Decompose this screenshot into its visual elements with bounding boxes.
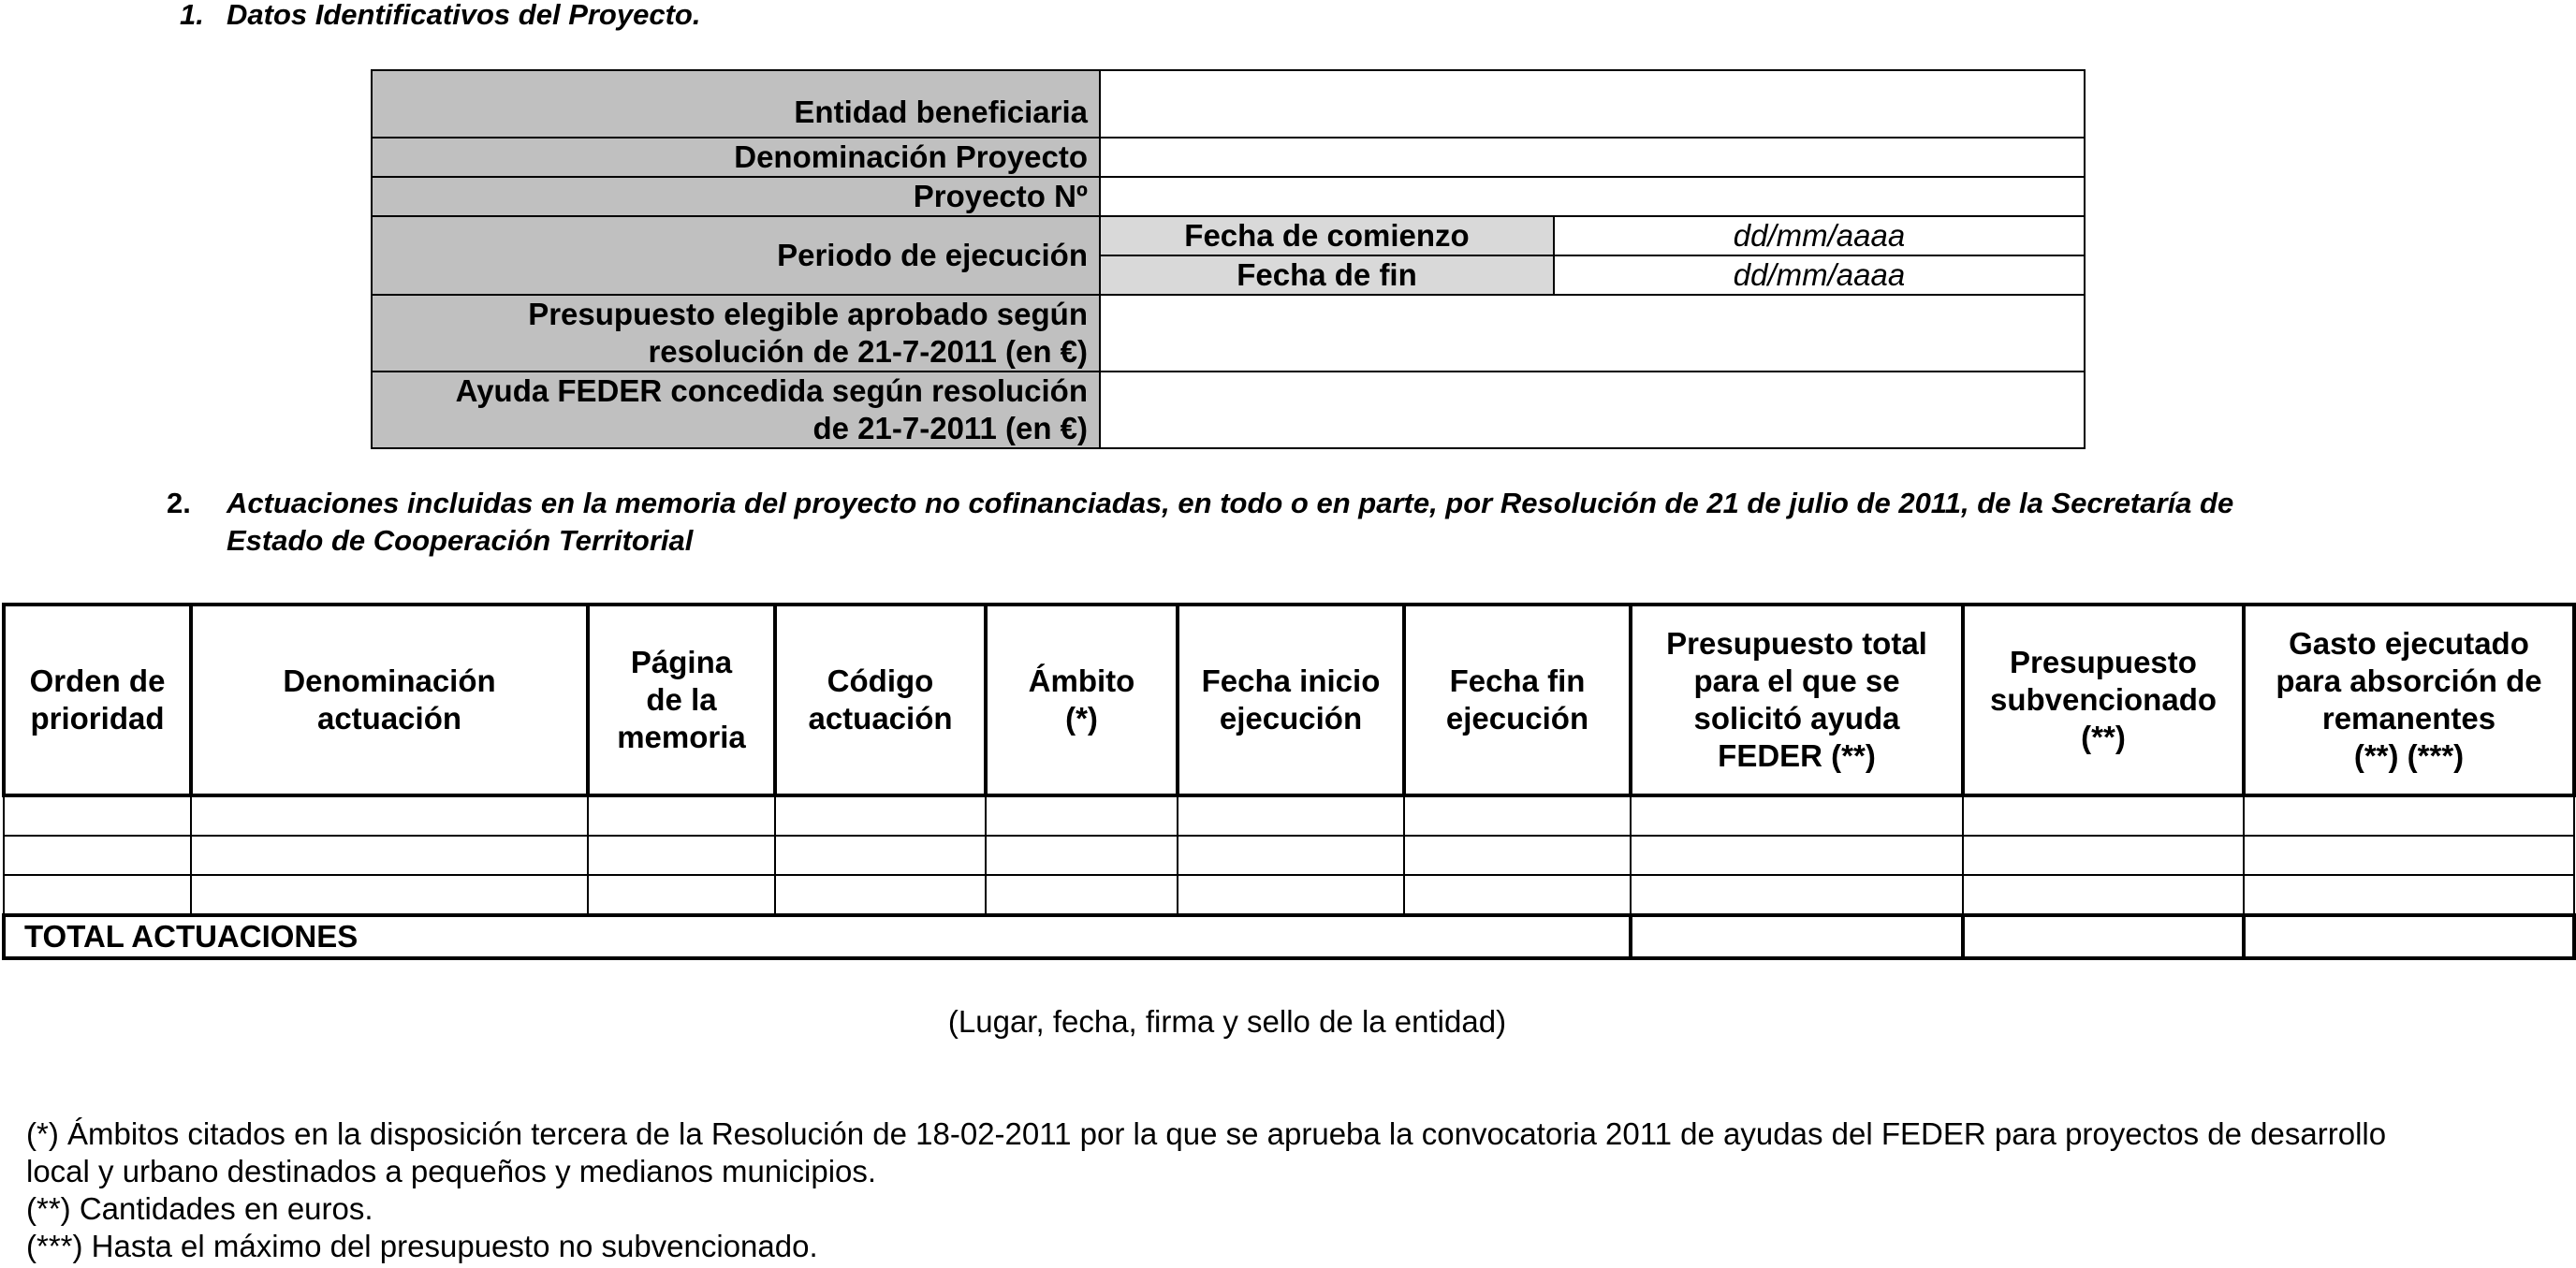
- col-header-gasto-ejecutado: Gasto ejecutado para absorción de remanentes (**) (***): [2244, 605, 2574, 795]
- table-cell[interactable]: [2244, 875, 2574, 915]
- entidad-value-field[interactable]: [1100, 70, 2085, 138]
- footnote-1-line1: (*) Ámbitos citados en la disposición tercera de la Resolución de 18-02-2011 por la que se aprueba la convocatoria 2011 de ayudas del FEDER para proyectos de desarrollo: [26, 1116, 2387, 1151]
- section-2-heading: [167, 485, 2544, 563]
- col-header-orden: Orden de prioridad: [4, 605, 191, 795]
- total-row: [4, 915, 2574, 958]
- col-header-fecha-fin: Fecha fin ejecución: [1404, 605, 1631, 795]
- fecha-comienzo-field[interactable]: dd/mm/aaaa: [1554, 216, 2085, 255]
- table-cell[interactable]: [1178, 836, 1404, 875]
- col-header-pagina: Página de la memoria: [588, 605, 775, 795]
- table-cell[interactable]: [4, 795, 191, 836]
- table-cell[interactable]: [4, 836, 191, 875]
- table-cell[interactable]: [1963, 836, 2244, 875]
- fecha-fin-label: Fecha de fin: [1100, 255, 1554, 295]
- table-header-row: [4, 605, 2574, 795]
- table-cell[interactable]: [2244, 836, 2574, 875]
- table-cell[interactable]: [775, 836, 986, 875]
- table-cell[interactable]: [1963, 795, 2244, 836]
- ayuda-feder-label: [372, 372, 1100, 448]
- table-cell[interactable]: [986, 875, 1178, 915]
- table-row: [4, 836, 2574, 875]
- table-cell[interactable]: [775, 875, 986, 915]
- section-1-title: Datos Identificativos del Proyecto.: [227, 0, 701, 31]
- denominacion-value-field[interactable]: [1100, 138, 2085, 177]
- table-cell[interactable]: [1963, 875, 2244, 915]
- table-cell[interactable]: [1404, 875, 1631, 915]
- proyecto-no-value-field[interactable]: [1100, 177, 2085, 216]
- table-cell[interactable]: [986, 836, 1178, 875]
- total-presupuesto-cell[interactable]: [1631, 915, 1963, 958]
- section-2-title-line2: Estado de Cooperación Territorial: [227, 524, 694, 557]
- total-subvencionado-cell[interactable]: [1963, 915, 2244, 958]
- section-1-heading: [180, 0, 1303, 34]
- entidad-label: Entidad beneficiaria: [372, 70, 1100, 138]
- table-cell[interactable]: [588, 875, 775, 915]
- section-2-title-line1: Actuaciones incluidas en la memoria del proyecto no cofinanciadas, en todo o en parte, por Resolución de 21 de julio de 2011, de la Secretaría de: [227, 487, 2234, 519]
- proyecto-no-label: Proyecto Nº: [372, 177, 1100, 216]
- total-actuaciones-label: TOTAL ACTUACIONES: [4, 915, 1631, 958]
- table-cell[interactable]: [1631, 836, 1963, 875]
- project-data-table: [371, 69, 2086, 449]
- ayuda-feder-label-line2: de 21-7-2011 (en €): [812, 411, 1088, 445]
- footnote-1-line2: local y urbano destinados a pequeños y medianos municipios.: [26, 1154, 877, 1188]
- table-cell[interactable]: [191, 875, 588, 915]
- table-row: [4, 875, 2574, 915]
- actuaciones-table: [2, 603, 2576, 960]
- footnotes: [26, 1115, 2554, 1265]
- presupuesto-elegible-label: [372, 295, 1100, 372]
- table-cell[interactable]: [588, 836, 775, 875]
- denominacion-label: Denominación Proyecto: [372, 138, 1100, 177]
- table-cell[interactable]: [2244, 795, 2574, 836]
- col-header-fecha-inicio: Fecha inicio ejecución: [1178, 605, 1404, 795]
- table-cell[interactable]: [191, 795, 588, 836]
- col-header-presupuesto-total: Presupuesto total para el que se solicitó ayuda FEDER (**): [1631, 605, 1963, 795]
- fecha-comienzo-label: Fecha de comienzo: [1100, 216, 1554, 255]
- footnote-3: (***) Hasta el máximo del presupuesto no subvencionado.: [26, 1229, 818, 1263]
- section-1-number: 1.: [180, 0, 204, 31]
- col-header-denominacion: Denominación actuación: [191, 605, 588, 795]
- table-row: [4, 795, 2574, 836]
- table-cell[interactable]: [1404, 836, 1631, 875]
- presupuesto-elegible-label-line1: Presupuesto elegible aprobado según: [528, 297, 1088, 331]
- presupuesto-elegible-label-line2: resolución de 21-7-2011 (en €): [648, 334, 1088, 369]
- col-header-ambito: Ámbito (*): [986, 605, 1178, 795]
- presupuesto-elegible-field[interactable]: [1100, 295, 2085, 372]
- table-cell[interactable]: [1404, 795, 1631, 836]
- table-cell[interactable]: [1631, 875, 1963, 915]
- col-header-codigo: Código actuación: [775, 605, 986, 795]
- ayuda-feder-field[interactable]: [1100, 372, 2085, 448]
- footnote-2: (**) Cantidades en euros.: [26, 1191, 373, 1226]
- table-cell[interactable]: [191, 836, 588, 875]
- fecha-fin-field[interactable]: dd/mm/aaaa: [1554, 255, 2085, 295]
- ayuda-feder-label-line1: Ayuda FEDER concedida según resolución: [455, 373, 1088, 408]
- col-header-presupuesto-subvencionado: Presupuesto subvencionado (**): [1963, 605, 2244, 795]
- total-gasto-cell[interactable]: [2244, 915, 2574, 958]
- table-cell[interactable]: [588, 795, 775, 836]
- table-cell[interactable]: [775, 795, 986, 836]
- periodo-label: Periodo de ejecución: [372, 216, 1100, 295]
- table-cell[interactable]: [1178, 875, 1404, 915]
- table-cell[interactable]: [1631, 795, 1963, 836]
- signature-note: (Lugar, fecha, firma y sello de la entidad): [947, 1004, 1507, 1039]
- section-2-number: 2.: [167, 487, 191, 519]
- table-cell[interactable]: [986, 795, 1178, 836]
- table-cell[interactable]: [1178, 795, 1404, 836]
- table-cell[interactable]: [4, 875, 191, 915]
